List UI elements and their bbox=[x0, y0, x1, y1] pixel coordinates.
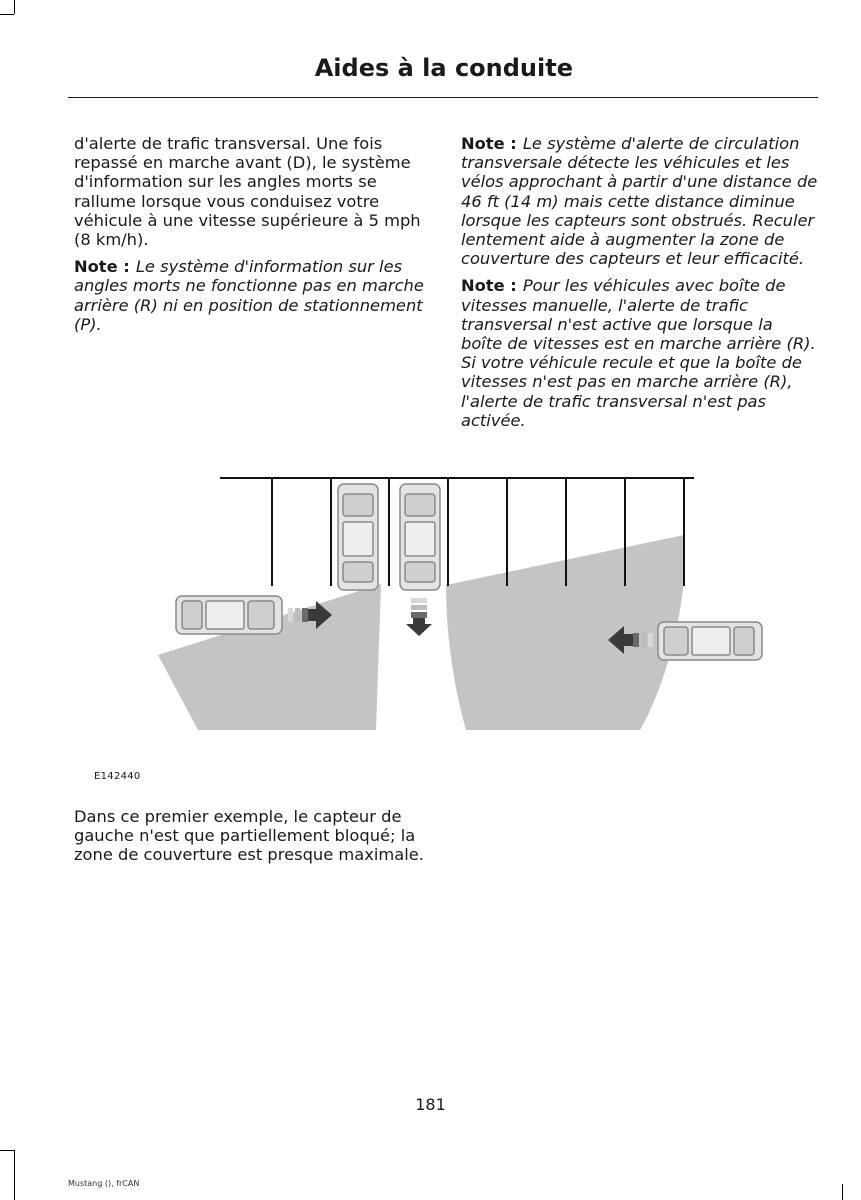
crop-mark-top-left bbox=[14, 0, 15, 14]
note-detection-distance bbox=[461, 134, 819, 268]
note-text: Pour les véhicules avec boîte de vitesses manuelle, l'alerte de trafic transversal n'est active que lorsque la boîte de vitesses est en marche arrière (R). Si votre véhicule recule et que la boîte de vitesses n'est pas en marche arrière (R), l'alerte de trafic transversal n'est pas activée. bbox=[461, 276, 816, 430]
parked-car bbox=[338, 484, 378, 590]
crop-mark-bottom-left-h bbox=[0, 1150, 14, 1151]
note-manual-transmission bbox=[461, 276, 819, 430]
footer-model: Mustang (), frCAN bbox=[68, 1179, 140, 1188]
page-number: 181 bbox=[415, 1095, 446, 1114]
note-text: Le système d'alerte de circulation transversale détecte les véhicules et les vélos approchant à partir d'une distance de 46 ft (14 m) mais cette distance diminue lorsque les capteurs sont obstrués. Reculer lentement aide à augmenter la zone de couverture des capteurs et leur efficacité. bbox=[461, 134, 818, 269]
note-label: Note : bbox=[74, 257, 130, 277]
note-text: Le système d'information sur les angles morts ne fonctionne pas en marche arrière (R) ni en position de stationnement (P). bbox=[74, 257, 424, 334]
left-column bbox=[74, 134, 426, 342]
left-direction-arrow bbox=[608, 626, 653, 654]
page-title: Aides à la conduite bbox=[314, 54, 573, 82]
right-approaching-car-body bbox=[658, 622, 762, 660]
crop-mark-bottom-left bbox=[14, 1150, 15, 1200]
crop-mark-top-left-h bbox=[0, 14, 14, 15]
reversing-car bbox=[400, 484, 440, 590]
figure-code: E142440 bbox=[94, 771, 141, 782]
title-divider bbox=[68, 97, 818, 98]
reverse-direction-arrow bbox=[406, 598, 432, 636]
note-label: Note : bbox=[461, 134, 517, 153]
right-column bbox=[461, 134, 819, 438]
crop-mark-bottom-right bbox=[842, 1184, 843, 1200]
note-label: Note : bbox=[461, 276, 517, 296]
intro-paragraph: d'alerte de trafic transversal. Une fois repassé en marche avant (D), le système d'information sur les angles morts se rallume lorsque vous conduisez votre véhicule à une vitesse supérieure à 5 mph (8 km/h). bbox=[74, 134, 421, 250]
left-approaching-car bbox=[176, 596, 282, 634]
note-blind-spot bbox=[74, 257, 426, 334]
cross-traffic-diagram bbox=[150, 470, 710, 740]
right-car-and-arrow bbox=[606, 618, 766, 664]
figure-caption: Dans ce premier exemple, le capteur de gauche n'est que partiellement bloqué; la zone de couverture est presque maximale. bbox=[74, 807, 424, 865]
